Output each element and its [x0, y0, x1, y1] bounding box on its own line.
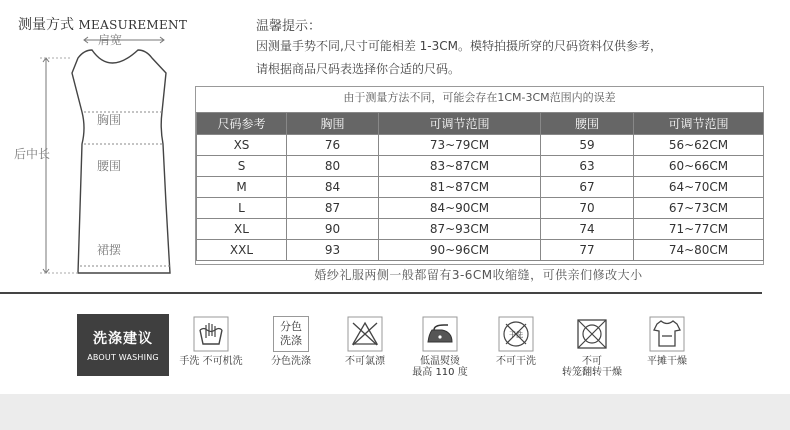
- washing-title-en: ABOUT WASHING: [87, 353, 159, 362]
- cell-waist-range: 67~73CM: [634, 198, 764, 219]
- cell-size: XXL: [197, 240, 287, 261]
- size-table-header-row: [197, 113, 764, 135]
- cell-bust: 93: [287, 240, 379, 261]
- cell-waist: 74: [541, 219, 634, 240]
- care-item-hand-wash: [172, 316, 250, 367]
- table-row: [197, 135, 764, 156]
- cell-bust-range: 87~93CM: [379, 219, 541, 240]
- header-bust: 胸围: [287, 113, 379, 135]
- bridal-alteration-note: 婚纱礼服两侧一般都留有3-6CM收缩缝，可供亲们修改大小: [314, 268, 643, 282]
- dress-diagram: [10, 28, 210, 278]
- cell-size: S: [197, 156, 287, 177]
- care-label-low-iron: 低温熨烫 最高 110 度: [412, 356, 468, 378]
- header-size: 尺码参考: [197, 113, 287, 135]
- table-row: [197, 177, 764, 198]
- care-label-hand-wash: 手洗 不可机洗: [179, 356, 243, 367]
- low-iron-icon: [422, 316, 458, 352]
- label-bust: 胸围: [96, 113, 122, 127]
- size-table: [196, 112, 764, 261]
- cell-waist-range: 74~80CM: [634, 240, 764, 261]
- cell-bust: 76: [287, 135, 379, 156]
- table-row: [197, 240, 764, 261]
- label-hem: 裙摆: [96, 243, 122, 257]
- cell-waist: 70: [541, 198, 634, 219]
- cell-size: L: [197, 198, 287, 219]
- cell-bust-range: 83~87CM: [379, 156, 541, 177]
- care-label-separate-wash: 分色洗涤: [271, 356, 311, 367]
- care-item-no-bleach: [326, 316, 404, 367]
- cell-waist-range: 71~77CM: [634, 219, 764, 240]
- care-item-no-tumble-dry: [553, 316, 631, 378]
- table-row: [197, 198, 764, 219]
- cell-waist: 59: [541, 135, 634, 156]
- header-waist-range: 可调节范围: [634, 113, 764, 135]
- no-dry-clean-icon-text: 干洗: [509, 331, 523, 339]
- label-back-length: 后中长: [14, 147, 51, 161]
- cell-size: M: [197, 177, 287, 198]
- cell-bust-range: 73~79CM: [379, 135, 541, 156]
- care-item-low-iron: [401, 316, 479, 378]
- cell-bust: 84: [287, 177, 379, 198]
- care-item-flat-dry: [628, 316, 706, 367]
- measurement-title-en: MEASUREMENT: [78, 18, 188, 32]
- section-divider: [0, 292, 762, 294]
- size-table-caption: 由于测量方法不同，可能会存在1CM-3CM范围内的误差: [343, 91, 616, 104]
- cell-waist-range: 60~66CM: [634, 156, 764, 177]
- cell-size: XS: [197, 135, 287, 156]
- cell-bust: 87: [287, 198, 379, 219]
- notice-title: 温馨提示：: [256, 19, 322, 34]
- measurement-title-cn: 测量方式: [18, 17, 74, 33]
- label-shoulder: 肩宽: [97, 33, 123, 47]
- cell-bust: 80: [287, 156, 379, 177]
- label-waist: 腰围: [96, 159, 122, 173]
- hand-wash-icon: [193, 316, 229, 352]
- cell-bust: 90: [287, 219, 379, 240]
- cell-bust-range: 84~90CM: [379, 198, 541, 219]
- cell-waist-range: 64~70CM: [634, 177, 764, 198]
- washing-title-cn: 洗涤建议: [93, 331, 153, 347]
- separate-wash-icon: [273, 316, 309, 352]
- care-item-separate-wash: [252, 316, 330, 367]
- cell-waist: 67: [541, 177, 634, 198]
- cell-size: XL: [197, 219, 287, 240]
- care-label-no-tumble-dry: 不可 转笼翻转干燥: [562, 356, 622, 378]
- notice-line-2: 请根据商品尺码表选择你合适的尺码。: [256, 62, 461, 76]
- size-table-panel: [195, 86, 764, 265]
- cell-waist: 63: [541, 156, 634, 177]
- care-label-no-dry-clean: 不可干洗: [496, 356, 536, 367]
- cell-bust-range: 81~87CM: [379, 177, 541, 198]
- care-label-flat-dry: 平摊干燥: [647, 356, 687, 367]
- flat-dry-icon: [649, 316, 685, 352]
- care-item-no-dry-clean: [477, 316, 555, 367]
- cell-bust-range: 90~96CM: [379, 240, 541, 261]
- bottom-band: [0, 394, 790, 430]
- header-bust-range: 可调节范围: [379, 113, 541, 135]
- no-dry-clean-icon: [498, 316, 534, 352]
- cell-waist: 77: [541, 240, 634, 261]
- header-waist: 腰围: [541, 113, 634, 135]
- cell-waist-range: 56~62CM: [634, 135, 764, 156]
- table-row: [197, 156, 764, 177]
- table-row: [197, 219, 764, 240]
- notice-line-1: 因测量手势不同,尺寸可能相差 1-3CM。模特拍摄所穿的尺码资料仅供参考，: [256, 39, 662, 53]
- separate-wash-icon-text: 分色 洗涤: [280, 320, 302, 347]
- washing-badge: [77, 314, 169, 376]
- care-label-no-bleach: 不可氯漂: [345, 356, 385, 367]
- no-bleach-icon: [347, 316, 383, 352]
- no-tumble-dry-icon: [574, 316, 610, 352]
